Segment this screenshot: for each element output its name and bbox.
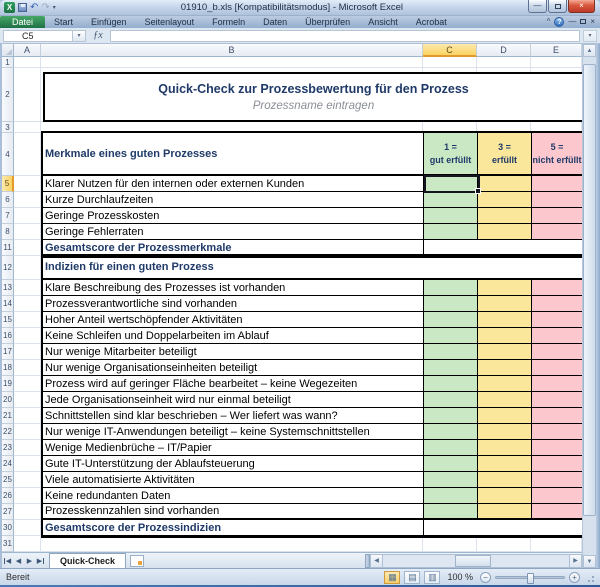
cell-B14[interactable]: Prozessverantwortliche sind vorhanden xyxy=(41,296,423,312)
row-31 xyxy=(2,536,582,552)
help-icon[interactable]: ? xyxy=(554,17,564,27)
cell-A25[interactable] xyxy=(14,472,41,488)
row-header-14[interactable]: 14 xyxy=(2,296,14,312)
cell-A23[interactable] xyxy=(14,440,41,456)
cell-C26[interactable] xyxy=(423,488,477,504)
row-26 xyxy=(2,488,582,504)
cell-C16[interactable] xyxy=(423,328,477,344)
ribbon-tab-überprüfen[interactable]: Überprüfen xyxy=(305,17,351,27)
cell-A5[interactable] xyxy=(14,176,41,192)
cell-C18[interactable] xyxy=(423,360,477,376)
row-21 xyxy=(2,408,582,424)
ribbon-tab-datei[interactable]: Datei xyxy=(0,16,45,28)
row-header-12[interactable]: 12 xyxy=(2,256,14,280)
sheet-column xyxy=(0,44,582,568)
cell-B4[interactable]: Merkmale eines guten Prozesses xyxy=(41,133,423,176)
cell-B12-section[interactable]: Indizien für einen guten Prozess xyxy=(41,256,582,280)
column-header-A[interactable]: A xyxy=(14,44,41,57)
cell-D14[interactable] xyxy=(477,296,531,312)
window-frame-right xyxy=(596,44,600,568)
row-header-11[interactable]: 11 xyxy=(2,240,14,256)
first-sheet-icon[interactable]: ◀ xyxy=(5,557,12,565)
row-header-4[interactable]: 4 xyxy=(2,133,14,176)
row-header-26[interactable]: 26 xyxy=(2,488,14,504)
cell-C24[interactable] xyxy=(423,456,477,472)
expand-formula-bar-icon[interactable]: ▾ xyxy=(583,30,597,42)
row-header-31[interactable]: 31 xyxy=(2,536,14,552)
cell-A30[interactable] xyxy=(14,520,41,536)
row-25 xyxy=(2,472,582,488)
cell-A3[interactable] xyxy=(14,122,41,133)
cell-B30[interactable]: Gesamtscore der Prozessindizien xyxy=(41,520,423,536)
excel-logo-icon: X xyxy=(4,2,15,13)
row-17 xyxy=(2,344,582,360)
cell-B20[interactable]: Jede Organisationseinheit wird nur einmal beteiligt xyxy=(41,392,423,408)
cell-D8[interactable] xyxy=(477,224,531,240)
cell-D3[interactable] xyxy=(477,122,531,133)
cell-A12[interactable] xyxy=(14,256,41,280)
window-controls xyxy=(528,0,595,13)
redo-icon[interactable]: ↷ xyxy=(41,1,50,13)
cell-C20[interactable] xyxy=(423,392,477,408)
cell-E6[interactable] xyxy=(531,192,582,208)
row-8 xyxy=(2,224,582,240)
vertical-scrollbar[interactable] xyxy=(582,44,596,568)
cell-B17[interactable]: Nur wenige Mitarbeiter beteiligt xyxy=(41,344,423,360)
cell-E14[interactable] xyxy=(531,296,582,312)
row-20 xyxy=(2,392,582,408)
cell-B27[interactable]: Prozesskennzahlen sind vorhanden xyxy=(41,504,423,520)
cell-A2[interactable] xyxy=(14,68,41,122)
cell-D23[interactable] xyxy=(477,440,531,456)
name-box[interactable]: C5 xyxy=(3,30,73,42)
cell-A6[interactable] xyxy=(14,192,41,208)
insert-function-icon[interactable]: ƒx xyxy=(93,30,103,41)
normal-view-icon[interactable]: ▦ xyxy=(384,571,400,584)
rating-sub: erfüllt xyxy=(491,155,517,165)
scroll-left-icon[interactable]: ◀ xyxy=(370,554,383,568)
row-30 xyxy=(2,520,582,536)
resize-grip[interactable] xyxy=(584,572,594,582)
cell-A14[interactable] xyxy=(14,296,41,312)
cell-D27[interactable] xyxy=(477,504,531,520)
row-header-23[interactable]: 23 xyxy=(2,440,14,456)
cell-E19[interactable] xyxy=(531,376,582,392)
cell-C30-merged[interactable] xyxy=(423,520,582,536)
cell-C8[interactable] xyxy=(423,224,477,240)
row-1 xyxy=(2,57,582,68)
cell-E27[interactable] xyxy=(531,504,582,520)
zoom-slider[interactable] xyxy=(495,576,565,579)
main-area xyxy=(0,44,600,568)
select-all-corner[interactable] xyxy=(2,44,14,57)
row-23 xyxy=(2,440,582,456)
cell-B18[interactable]: Nur wenige Organisationseinheiten beteiligt xyxy=(41,360,423,376)
cell-B19[interactable]: Prozess wird auf geringer Fläche bearbeitet – keine Wegezeiten xyxy=(41,376,423,392)
row-header-3[interactable]: 3 xyxy=(2,122,14,133)
cell-A18[interactable] xyxy=(14,360,41,376)
rating-sub: nicht erfüllt xyxy=(532,155,582,165)
row-4 xyxy=(2,133,582,176)
cell-A16[interactable] xyxy=(14,328,41,344)
close-icon[interactable]: × xyxy=(568,0,595,13)
row-header-13[interactable]: 13 xyxy=(2,280,14,296)
cell-D25[interactable] xyxy=(477,472,531,488)
rating-head: 1 = xyxy=(444,142,457,152)
row-header-30[interactable]: 30 xyxy=(2,520,14,536)
sheet-tab-quick-check[interactable]: Quick-Check xyxy=(49,553,126,568)
cell-C15[interactable] xyxy=(423,312,477,328)
cell-C14[interactable] xyxy=(423,296,477,312)
last-sheet-icon[interactable]: ▶ xyxy=(36,557,43,565)
cell-A24[interactable] xyxy=(14,456,41,472)
cell-A15[interactable] xyxy=(14,312,41,328)
row-13 xyxy=(2,280,582,296)
cell-B7[interactable]: Geringe Prozesskosten xyxy=(41,208,423,224)
cell-E1[interactable] xyxy=(531,57,582,68)
cell-C17[interactable] xyxy=(423,344,477,360)
cell-B31[interactable] xyxy=(41,536,423,552)
row-19 xyxy=(2,376,582,392)
row-12 xyxy=(2,256,582,280)
ribbon-tab-formeln[interactable]: Formeln xyxy=(212,17,246,27)
cell-E23[interactable] xyxy=(531,440,582,456)
cell-B23[interactable]: Wenige Medienbrüche – IT/Papier xyxy=(41,440,423,456)
cell-B8[interactable]: Geringe Fehlerraten xyxy=(41,224,423,240)
cell-D18[interactable] xyxy=(477,360,531,376)
cell-B3[interactable] xyxy=(41,122,423,133)
cell-D13[interactable] xyxy=(477,280,531,296)
cell-E7[interactable] xyxy=(531,208,582,224)
cell-E17[interactable] xyxy=(531,344,582,360)
status-text: Bereit xyxy=(6,572,30,582)
zoom-out-icon[interactable]: − xyxy=(480,572,491,583)
ribbon-tab-acrobat[interactable]: Acrobat xyxy=(415,17,447,27)
row-header-6[interactable]: 6 xyxy=(2,192,14,208)
workbook-close-icon[interactable]: × xyxy=(590,17,595,26)
status-bar-right xyxy=(384,571,594,584)
cell-A1[interactable] xyxy=(14,57,41,68)
row-7 xyxy=(2,208,582,224)
cell-C22[interactable] xyxy=(423,424,477,440)
cell-A8[interactable] xyxy=(14,224,41,240)
maximize-icon[interactable] xyxy=(548,0,567,13)
column-header-D[interactable]: D xyxy=(477,44,531,57)
spreadsheet-grid xyxy=(2,44,582,552)
column-header-C[interactable]: C xyxy=(423,44,477,57)
sheet-tab-bar xyxy=(2,552,582,568)
row-27 xyxy=(2,504,582,520)
row-header-8[interactable]: 8 xyxy=(2,224,14,240)
row-header-15[interactable]: 15 xyxy=(2,312,14,328)
cell-E5[interactable] xyxy=(531,176,582,192)
page-break-view-icon[interactable]: ▥ xyxy=(424,571,440,584)
cell-E8[interactable] xyxy=(531,224,582,240)
row-header-5[interactable]: 5 xyxy=(2,176,14,192)
cell-D1[interactable] xyxy=(477,57,531,68)
row-header-19[interactable]: 19 xyxy=(2,376,14,392)
row-24 xyxy=(2,456,582,472)
cell-E13[interactable] xyxy=(531,280,582,296)
cell-B15[interactable]: Hoher Anteil wertschöpfender Aktivitäten xyxy=(41,312,423,328)
cell-C25[interactable] xyxy=(423,472,477,488)
cell-A22[interactable] xyxy=(14,424,41,440)
row-3 xyxy=(2,122,582,133)
cell-B22[interactable]: Nur wenige IT-Anwendungen beteiligt – keine Systemschnittstellen xyxy=(41,424,423,440)
cell-E31[interactable] xyxy=(531,536,582,552)
row-header-17[interactable]: 17 xyxy=(2,344,14,360)
row-header-22[interactable]: 22 xyxy=(2,424,14,440)
cell-B24[interactable]: Gute IT-Unterstützung der Ablaufsteuerung xyxy=(41,456,423,472)
ribbon-tabs xyxy=(0,16,456,28)
formula-bar xyxy=(0,28,600,44)
row-11 xyxy=(2,240,582,256)
row-header-2[interactable]: 2 xyxy=(2,68,14,122)
zoom-level: 100 % xyxy=(447,572,473,582)
insert-sheet-icon[interactable] xyxy=(130,555,144,567)
cell-D15[interactable] xyxy=(477,312,531,328)
cell-E26[interactable] xyxy=(531,488,582,504)
cell-B1[interactable] xyxy=(41,57,423,68)
cell-C4[interactable] xyxy=(423,133,477,176)
scroll-right-icon[interactable]: ▶ xyxy=(569,554,582,568)
column-headers xyxy=(2,44,582,57)
row-header-1[interactable]: 1 xyxy=(2,57,14,68)
worksheet-title: Quick-Check zur Prozessbewertung für den Prozess xyxy=(158,82,469,96)
row-14 xyxy=(2,296,582,312)
page-layout-view-icon[interactable]: ▤ xyxy=(404,571,420,584)
cell-D4[interactable] xyxy=(477,133,531,176)
rating-sub: gut erfüllt xyxy=(429,155,472,165)
cell-A31[interactable] xyxy=(14,536,41,552)
vertical-scroll-thumb[interactable] xyxy=(583,64,596,516)
cell-C23[interactable] xyxy=(423,440,477,456)
cell-C7[interactable] xyxy=(423,208,477,224)
ribbon-tab-ansicht[interactable]: Ansicht xyxy=(368,17,398,27)
cell-D17[interactable] xyxy=(477,344,531,360)
cell-D5[interactable] xyxy=(477,176,531,192)
ribbon-tab-bar xyxy=(0,16,600,28)
prev-sheet-icon[interactable]: ◀ xyxy=(15,557,22,565)
ribbon-tab-einfügen[interactable]: Einfügen xyxy=(91,17,127,27)
minimize-icon[interactable]: — xyxy=(528,0,547,13)
cell-D26[interactable] xyxy=(477,488,531,504)
ribbon-tab-seitenlayout[interactable]: Seitenlayout xyxy=(144,17,195,27)
window-title: 01910_b.xls [Kompatibilitätsmodus] - Microsoft Excel xyxy=(180,2,404,13)
ribbon-tab-start[interactable]: Start xyxy=(54,17,74,27)
cell-A17[interactable] xyxy=(14,344,41,360)
cell-D22[interactable] xyxy=(477,424,531,440)
scroll-up-icon[interactable]: ▲ xyxy=(583,44,596,57)
row-header-7[interactable]: 7 xyxy=(2,208,14,224)
cell-A26[interactable] xyxy=(14,488,41,504)
cell-C11-merged[interactable] xyxy=(423,240,582,256)
rating-head: 3 = xyxy=(498,142,511,152)
cell-B5[interactable]: Klarer Nutzen für den internen oder externen Kunden xyxy=(41,176,423,192)
row-16 xyxy=(2,328,582,344)
row-header-18[interactable]: 18 xyxy=(2,360,14,376)
row-6 xyxy=(2,192,582,208)
cell-D21[interactable] xyxy=(477,408,531,424)
workbook-minimize-icon[interactable]: — xyxy=(568,17,577,26)
cell-A4[interactable] xyxy=(14,133,41,176)
cell-B16[interactable]: Keine Schleifen und Doppelarbeiten im Ablauf xyxy=(41,328,423,344)
cell-E16[interactable] xyxy=(531,328,582,344)
rating-head: 5 = xyxy=(550,142,564,152)
cell-B21[interactable]: Schnittstellen sind klar beschrieben – Wer liefert was wann? xyxy=(41,408,423,424)
cell-A27[interactable] xyxy=(14,504,41,520)
cell-E24[interactable] xyxy=(531,456,582,472)
cell-E18[interactable] xyxy=(531,360,582,376)
row-header-21[interactable]: 21 xyxy=(2,408,14,424)
cell-E20[interactable] xyxy=(531,392,582,408)
cell-C6[interactable] xyxy=(423,192,477,208)
cell-C21[interactable] xyxy=(423,408,477,424)
cell-D31[interactable] xyxy=(477,536,531,552)
ribbon-right-controls xyxy=(547,16,600,28)
cell-B6[interactable]: Kurze Durchlaufzeiten xyxy=(41,192,423,208)
next-sheet-icon[interactable]: ▶ xyxy=(26,557,33,565)
zoom-slider-thumb[interactable] xyxy=(527,573,534,584)
cell-C19[interactable] xyxy=(423,376,477,392)
scroll-down-icon[interactable]: ▼ xyxy=(583,555,596,568)
cell-A20[interactable] xyxy=(14,392,41,408)
name-box-dropdown-icon[interactable]: ▾ xyxy=(73,30,86,42)
cell-B25[interactable]: Viele automatisierte Aktivitäten xyxy=(41,472,423,488)
workbook-restore-icon[interactable] xyxy=(580,17,586,27)
cell-D6[interactable] xyxy=(477,192,531,208)
row-header-20[interactable]: 20 xyxy=(2,392,14,408)
minimize-ribbon-icon[interactable]: ^ xyxy=(546,17,551,26)
undo-icon[interactable]: ↶ xyxy=(30,1,39,13)
row-5 xyxy=(2,176,582,192)
cell-E15[interactable] xyxy=(531,312,582,328)
horizontal-scrollbar[interactable] xyxy=(370,554,582,568)
cell-A19[interactable] xyxy=(14,376,41,392)
cell-C5[interactable] xyxy=(423,176,477,192)
quick-access-toolbar xyxy=(0,2,56,13)
cell-E3[interactable] xyxy=(531,122,582,133)
formula-input[interactable] xyxy=(110,30,580,42)
sheet-rows xyxy=(2,57,582,552)
title-bar xyxy=(0,0,600,16)
cell-C3[interactable] xyxy=(423,122,477,133)
cell-D19[interactable] xyxy=(477,376,531,392)
worksheet-subtitle: Prozessname eintragen xyxy=(252,100,375,112)
row-header-25[interactable]: 25 xyxy=(2,472,14,488)
row-15 xyxy=(2,312,582,328)
cell-D24[interactable] xyxy=(477,456,531,472)
row-header-16[interactable]: 16 xyxy=(2,328,14,344)
cell-D20[interactable] xyxy=(477,392,531,408)
ribbon-tab-daten[interactable]: Daten xyxy=(263,17,288,27)
cell-C13[interactable] xyxy=(423,280,477,296)
cell-E21[interactable] xyxy=(531,408,582,424)
cell-B26[interactable]: Keine redundanten Daten xyxy=(41,488,423,504)
row-22 xyxy=(2,424,582,440)
cell-A7[interactable] xyxy=(14,208,41,224)
cell-E25[interactable] xyxy=(531,472,582,488)
cell-E4[interactable] xyxy=(531,133,582,176)
worksheet-title-box[interactable] xyxy=(43,72,582,122)
cell-C31[interactable] xyxy=(423,536,477,552)
cell-C27[interactable] xyxy=(423,504,477,520)
zoom-in-icon[interactable]: + xyxy=(569,572,580,583)
status-bar xyxy=(0,568,600,585)
column-header-B[interactable]: B xyxy=(41,44,423,57)
row-18 xyxy=(2,360,582,376)
horizontal-scroll-track[interactable] xyxy=(383,554,569,568)
row-header-24[interactable]: 24 xyxy=(2,456,14,472)
cell-A11[interactable] xyxy=(14,240,41,256)
cell-C1[interactable] xyxy=(423,57,477,68)
qat-dropdown-icon[interactable]: ▾ xyxy=(52,5,56,11)
cell-A21[interactable] xyxy=(14,408,41,424)
cell-A13[interactable] xyxy=(14,280,41,296)
cell-D7[interactable] xyxy=(477,208,531,224)
horizontal-scroll-thumb[interactable] xyxy=(455,555,491,567)
save-icon[interactable] xyxy=(18,3,27,12)
column-header-E[interactable]: E xyxy=(531,44,582,57)
cell-D16[interactable] xyxy=(477,328,531,344)
row-header-27[interactable]: 27 xyxy=(2,504,14,520)
cell-B13[interactable]: Klare Beschreibung des Prozesses ist vorhanden xyxy=(41,280,423,296)
cell-B11[interactable]: Gesamtscore der Prozessmerkmale xyxy=(41,240,423,256)
cell-E22[interactable] xyxy=(531,424,582,440)
